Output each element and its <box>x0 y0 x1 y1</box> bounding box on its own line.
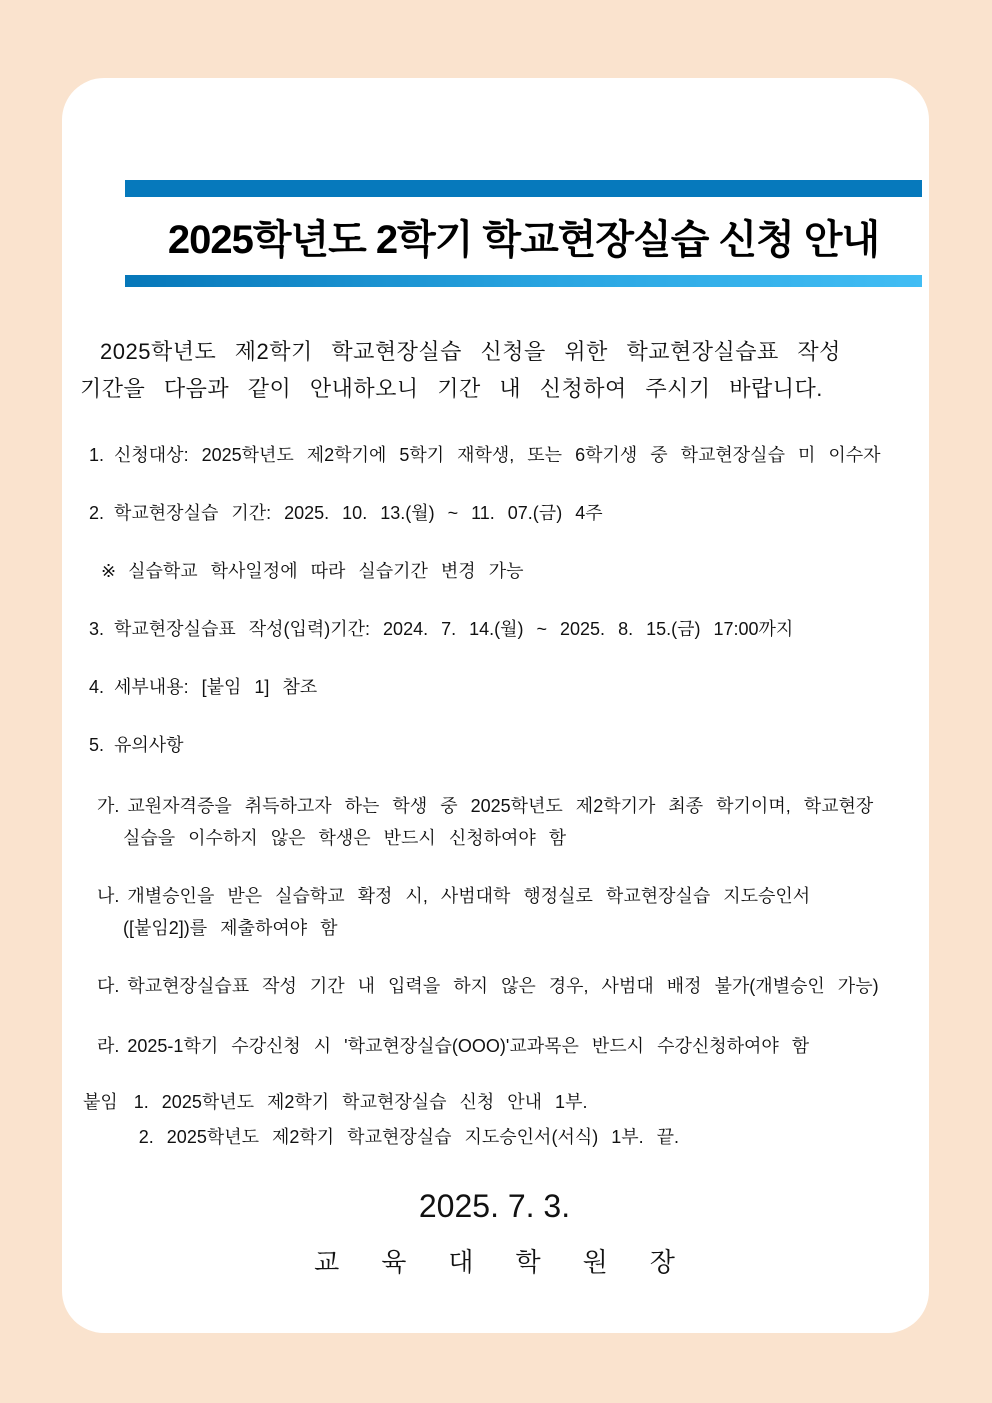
list-item-2 <box>89 501 909 525</box>
title-block <box>125 180 922 287</box>
title-bar-bottom-gradient <box>125 275 922 287</box>
intro-line-2: 기간을 다음과 같이 안내하오니 기간 내 신청하여 주시기 바랍니다. <box>80 376 823 401</box>
list-item-5-number: 5. <box>89 735 105 755</box>
list-item-3-text: 학교현장실습표 작성(입력)기간: 2024. 7. 14.(월) ~ 2025. 8. 15.(금) 17:00까지 <box>114 619 794 639</box>
sub-item-ra-line1: 2025-1학기 수강신청 시 '학교현장실습(OOO)'교과목은 반드시 수강신청하여야 함 <box>127 1036 810 1056</box>
list-item-5-text: 유의사항 <box>114 735 184 755</box>
sub-item-ra-label: 라. <box>97 1036 120 1056</box>
list-item-2-number: 2. <box>89 503 105 523</box>
intro-paragraph <box>80 333 909 407</box>
reference-mark-icon: ※ <box>101 561 117 581</box>
list-item-1-number: 1. <box>89 445 105 465</box>
sub-item-ga-line1: 교원자격증을 취득하고자 하는 학생 중 2025학년도 제2학기가 최종 학기이며, 학교현장 <box>127 796 874 816</box>
list-item-3-number: 3. <box>89 619 105 639</box>
sub-item-da-label: 다. <box>97 976 120 996</box>
sub-item-na-line1: 개별승인을 받은 실습학교 확정 시, 사범대학 행정실로 학교현장실습 지도승인서 <box>127 886 811 906</box>
list-item-1 <box>89 443 909 467</box>
list-item-4-number: 4. <box>89 677 105 697</box>
signature-title: 교육대학원장 <box>314 1247 717 1277</box>
list-item-4 <box>89 675 909 699</box>
sub-item-na-line2: ([붙임2])를 제출하여야 함 <box>123 918 338 938</box>
list-item-1-text: 신청대상: 2025학년도 제2학기에 5학기 재학생, 또는 6학기생 중 학교현장실습 미 이수자 <box>114 445 881 465</box>
intro-line-1: 2025학년도 제2학기 학교현장실습 신청을 위한 학교현장실습표 작성 <box>100 339 841 364</box>
document-date: 2025. 7. 3. <box>418 1188 571 1224</box>
list-item-3 <box>89 617 909 641</box>
sub-item-na <box>80 880 909 944</box>
document-title: 2025학년도 2학기 학교현장실습 신청 안내 <box>167 217 880 262</box>
sub-item-ra <box>80 1030 909 1062</box>
sub-item-ga-label: 가. <box>97 796 120 816</box>
sub-item-da <box>80 970 909 1002</box>
sub-item-na-label: 나. <box>97 886 120 906</box>
sub-item-ga <box>80 790 909 854</box>
document-card <box>62 78 929 1333</box>
list-item-4-text: 세부내용: [붙임 1] 참조 <box>114 677 318 697</box>
sub-item-ga-line2: 실습을 이수하지 않은 학생은 반드시 신청하여야 함 <box>123 828 567 848</box>
attachment-2: 2. 2025학년도 제2학기 학교현장실습 지도승인서(서식) 1부. 끝. <box>138 1127 679 1147</box>
note-item <box>101 559 909 583</box>
document-body <box>62 333 929 1278</box>
note-item-text: 실습학교 학사일정에 따라 실습기간 변경 가능 <box>128 561 524 581</box>
title-bar-top <box>125 180 922 197</box>
attachments-block <box>83 1085 909 1155</box>
sub-item-da-line1: 학교현장실습표 작성 기간 내 입력을 하지 않은 경우, 사범대 배정 불가(개별승인 가능) <box>127 976 879 996</box>
attachment-1: 1. 2025학년도 제2학기 학교현장실습 신청 안내 1부. <box>133 1092 588 1112</box>
list-item-5 <box>89 733 909 757</box>
list-item-2-text: 학교현장실습 기간: 2025. 10. 13.(월) ~ 11. 07.(금) 4주 <box>114 503 603 523</box>
attachments-label: 붙임 <box>83 1092 118 1112</box>
